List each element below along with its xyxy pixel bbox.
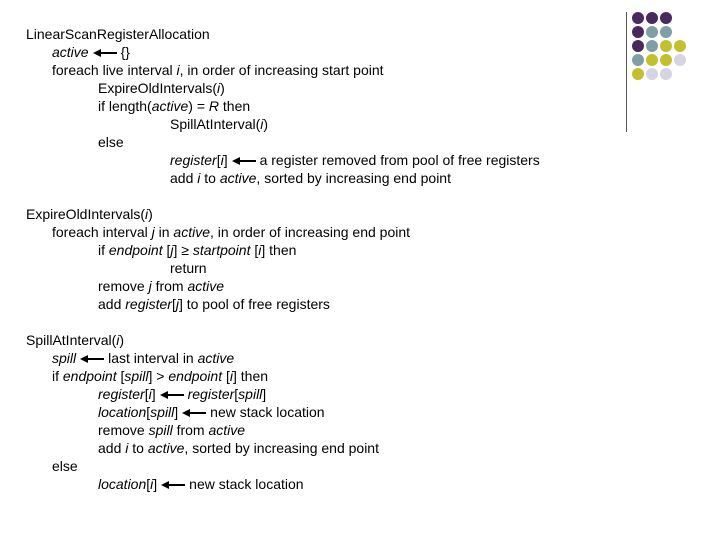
- expire-line-5: add register[j] to pool of free registers: [98, 296, 330, 312]
- algorithm-title: LinearScanRegisterAllocation: [26, 26, 210, 42]
- assign-arrow-icon: [232, 156, 256, 166]
- decor-dot: [632, 26, 644, 38]
- algorithm-line-8: add i to active, sorted by increasing end point: [170, 170, 451, 186]
- algorithm-line-7: register[i] a register removed from pool of free registers: [170, 152, 540, 168]
- algorithm-line-1: active {}: [52, 44, 130, 60]
- spill-line-6: add i to active, sorted by increasing end point: [98, 440, 379, 456]
- decor-dot: [660, 40, 672, 52]
- decor-dot: [660, 12, 672, 24]
- decor-dot: [632, 54, 644, 66]
- spill-title: SpillAtInterval(i): [26, 332, 125, 348]
- assign-arrow-icon: [93, 48, 117, 58]
- decor-dot: [674, 54, 686, 66]
- algorithm-line-4: if length(active) = R then: [98, 98, 251, 114]
- expire-line-3: return: [170, 260, 207, 276]
- algorithm-line-5: SpillAtInterval(i): [170, 116, 269, 132]
- decor-dot: [660, 54, 672, 66]
- decor-dot: [660, 26, 672, 38]
- spill-line-1: spill last interval in active: [52, 350, 235, 366]
- decor-dot: [646, 26, 658, 38]
- decor-dot: [632, 40, 644, 52]
- decor-dot: [674, 40, 686, 52]
- algorithm-line-3: ExpireOldIntervals(i): [98, 80, 225, 96]
- expire-line-2: if endpoint [j] ≥ startpoint [i] then: [98, 242, 297, 258]
- decor-dot: [632, 12, 644, 24]
- spill-line-4: location[spill] new stack location: [98, 404, 325, 420]
- spill-line-2: if endpoint [spill] > endpoint [i] then: [52, 368, 269, 384]
- assign-arrow-icon: [161, 480, 185, 490]
- divider-line: [626, 12, 627, 132]
- algorithm-line-6: else: [98, 134, 124, 150]
- decor-dot: [646, 68, 658, 80]
- assign-arrow-icon: [182, 408, 206, 418]
- decor-dot: [646, 54, 658, 66]
- var: active: [52, 44, 89, 60]
- spill-line-3: register[i] register[spill]: [98, 386, 267, 402]
- spill-line-7: else: [52, 458, 78, 474]
- assign-arrow-icon: [80, 354, 104, 364]
- expire-title: ExpireOldIntervals(i): [26, 206, 153, 222]
- decor-dot: [646, 12, 658, 24]
- algorithm-line-2: foreach live interval i, in order of increasing start point: [52, 62, 384, 78]
- expire-line-1: foreach interval j in active, in order of increasing end point: [52, 224, 411, 240]
- spill-line-8: location[i] new stack location: [98, 476, 304, 492]
- expire-line-4: remove j from active: [98, 278, 225, 294]
- assign-arrow-icon: [160, 390, 184, 400]
- decor-dot: [660, 68, 672, 80]
- decor-dot: [632, 68, 644, 80]
- dot-grid-decoration: [620, 8, 720, 138]
- decor-dot: [646, 40, 658, 52]
- spill-line-5: remove spill from active: [98, 422, 246, 438]
